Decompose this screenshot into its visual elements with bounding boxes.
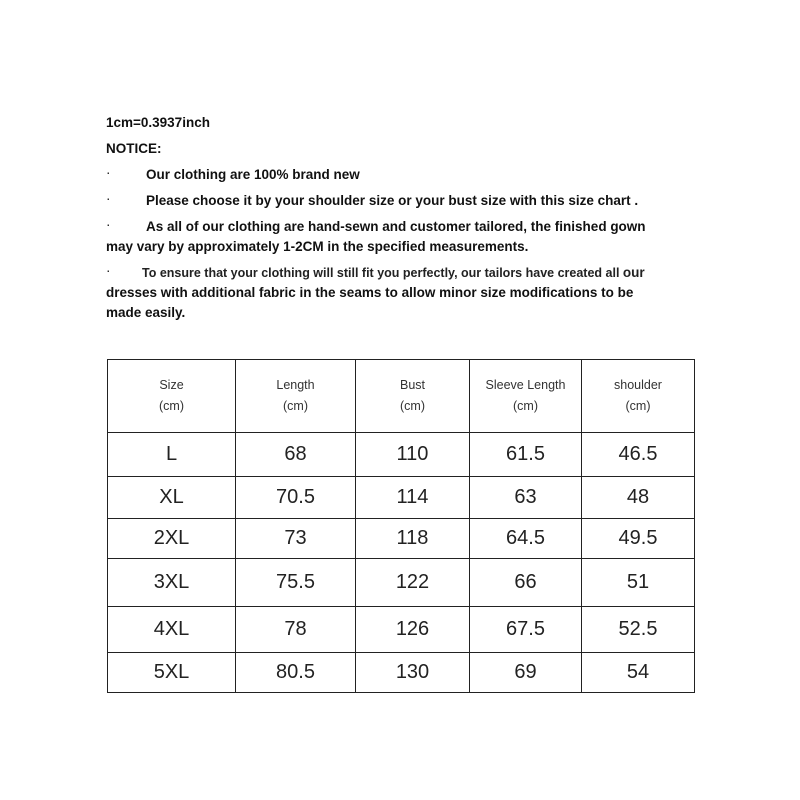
cell-shoulder: 48	[582, 477, 695, 519]
unit-conversion: 1cm=0.3937inch	[106, 115, 210, 130]
cell-sleeve-length: 61.5	[470, 433, 582, 477]
header-unit: (cm)	[513, 399, 538, 413]
notice-text-main: To ensure that your clothing will still fit you perfectly, our tailors have created all	[142, 266, 620, 280]
cell-length: 78	[236, 607, 356, 653]
cell-shoulder: 51	[582, 559, 695, 607]
notice-section	[106, 113, 686, 323]
notice-text: As all of our clothing are hand-sewn and customer tailored, the finished gown	[146, 219, 646, 234]
bullet-icon: ·	[106, 191, 111, 206]
cell-size: 4XL	[108, 607, 236, 653]
cell-bust: 126	[356, 607, 470, 653]
header-unit: (cm)	[159, 399, 184, 413]
cell-sleeve-length: 69	[470, 653, 582, 693]
cell-length: 68	[236, 433, 356, 477]
size-chart-table	[107, 359, 695, 693]
notice-text: Our clothing are 100% brand new	[146, 167, 360, 182]
header-unit: (cm)	[400, 399, 425, 413]
cell-size: 3XL	[108, 559, 236, 607]
cell-length: 80.5	[236, 653, 356, 693]
table-row	[108, 653, 695, 693]
header-label: Bust	[399, 378, 425, 392]
cell-bust: 114	[356, 477, 470, 519]
cell-shoulder: 49.5	[582, 519, 695, 559]
header-label: Length	[276, 378, 315, 392]
cell-shoulder: 46.5	[582, 433, 695, 477]
header-unit: (cm)	[625, 399, 651, 413]
header-label: shoulder	[614, 378, 662, 392]
bullet-icon: ·	[106, 217, 111, 232]
table-row	[108, 433, 695, 477]
table-body	[108, 433, 695, 693]
notice-item	[106, 217, 686, 257]
cell-bust: 110	[356, 433, 470, 477]
notice-text	[106, 263, 686, 283]
cell-length: 75.5	[236, 559, 356, 607]
cell-sleeve-length: 63	[470, 477, 582, 519]
header-shoulder	[582, 360, 695, 433]
notice-item	[106, 263, 686, 323]
cell-bust: 118	[356, 519, 470, 559]
cell-length: 73	[236, 519, 356, 559]
header-label: Size	[159, 378, 184, 392]
notice-text-continued: may vary by approximately 1-2CM in the specified measurements.	[106, 239, 529, 254]
header-sleeve-length	[470, 360, 582, 433]
bullet-icon: ·	[106, 165, 111, 180]
header-length	[236, 360, 356, 433]
notice-text-continued: made easily.	[106, 305, 186, 320]
cell-sleeve-length: 67.5	[470, 607, 582, 653]
cell-shoulder: 54	[582, 653, 695, 693]
notice-text-tail: our	[622, 265, 645, 280]
notice-item	[106, 191, 686, 211]
header-unit: (cm)	[283, 399, 308, 413]
table-row	[108, 607, 695, 653]
cell-size: 5XL	[108, 653, 236, 693]
cell-sleeve-length: 64.5	[470, 519, 582, 559]
header-label: Sleeve Length	[485, 378, 566, 392]
cell-shoulder: 52.5	[582, 607, 695, 653]
table-row	[108, 477, 695, 519]
notice-item	[106, 165, 686, 185]
table-header-row	[108, 360, 695, 433]
cell-sleeve-length: 66	[470, 559, 582, 607]
table-row	[108, 559, 695, 607]
notice-text: Please choose it by your shoulder size or your bust size with this size chart .	[146, 193, 639, 208]
header-size	[108, 360, 236, 433]
cell-bust: 122	[356, 559, 470, 607]
cell-size: L	[108, 433, 236, 477]
table-row	[108, 519, 695, 559]
cell-length: 70.5	[236, 477, 356, 519]
header-bust	[356, 360, 470, 433]
cell-size: 2XL	[108, 519, 236, 559]
cell-size: XL	[108, 477, 236, 519]
bullet-icon: ·	[106, 263, 111, 278]
notice-title: NOTICE:	[106, 141, 162, 156]
notice-text-continued: dresses with additional fabric in the seams to allow minor size modifications to be	[106, 285, 634, 300]
cell-bust: 130	[356, 653, 470, 693]
